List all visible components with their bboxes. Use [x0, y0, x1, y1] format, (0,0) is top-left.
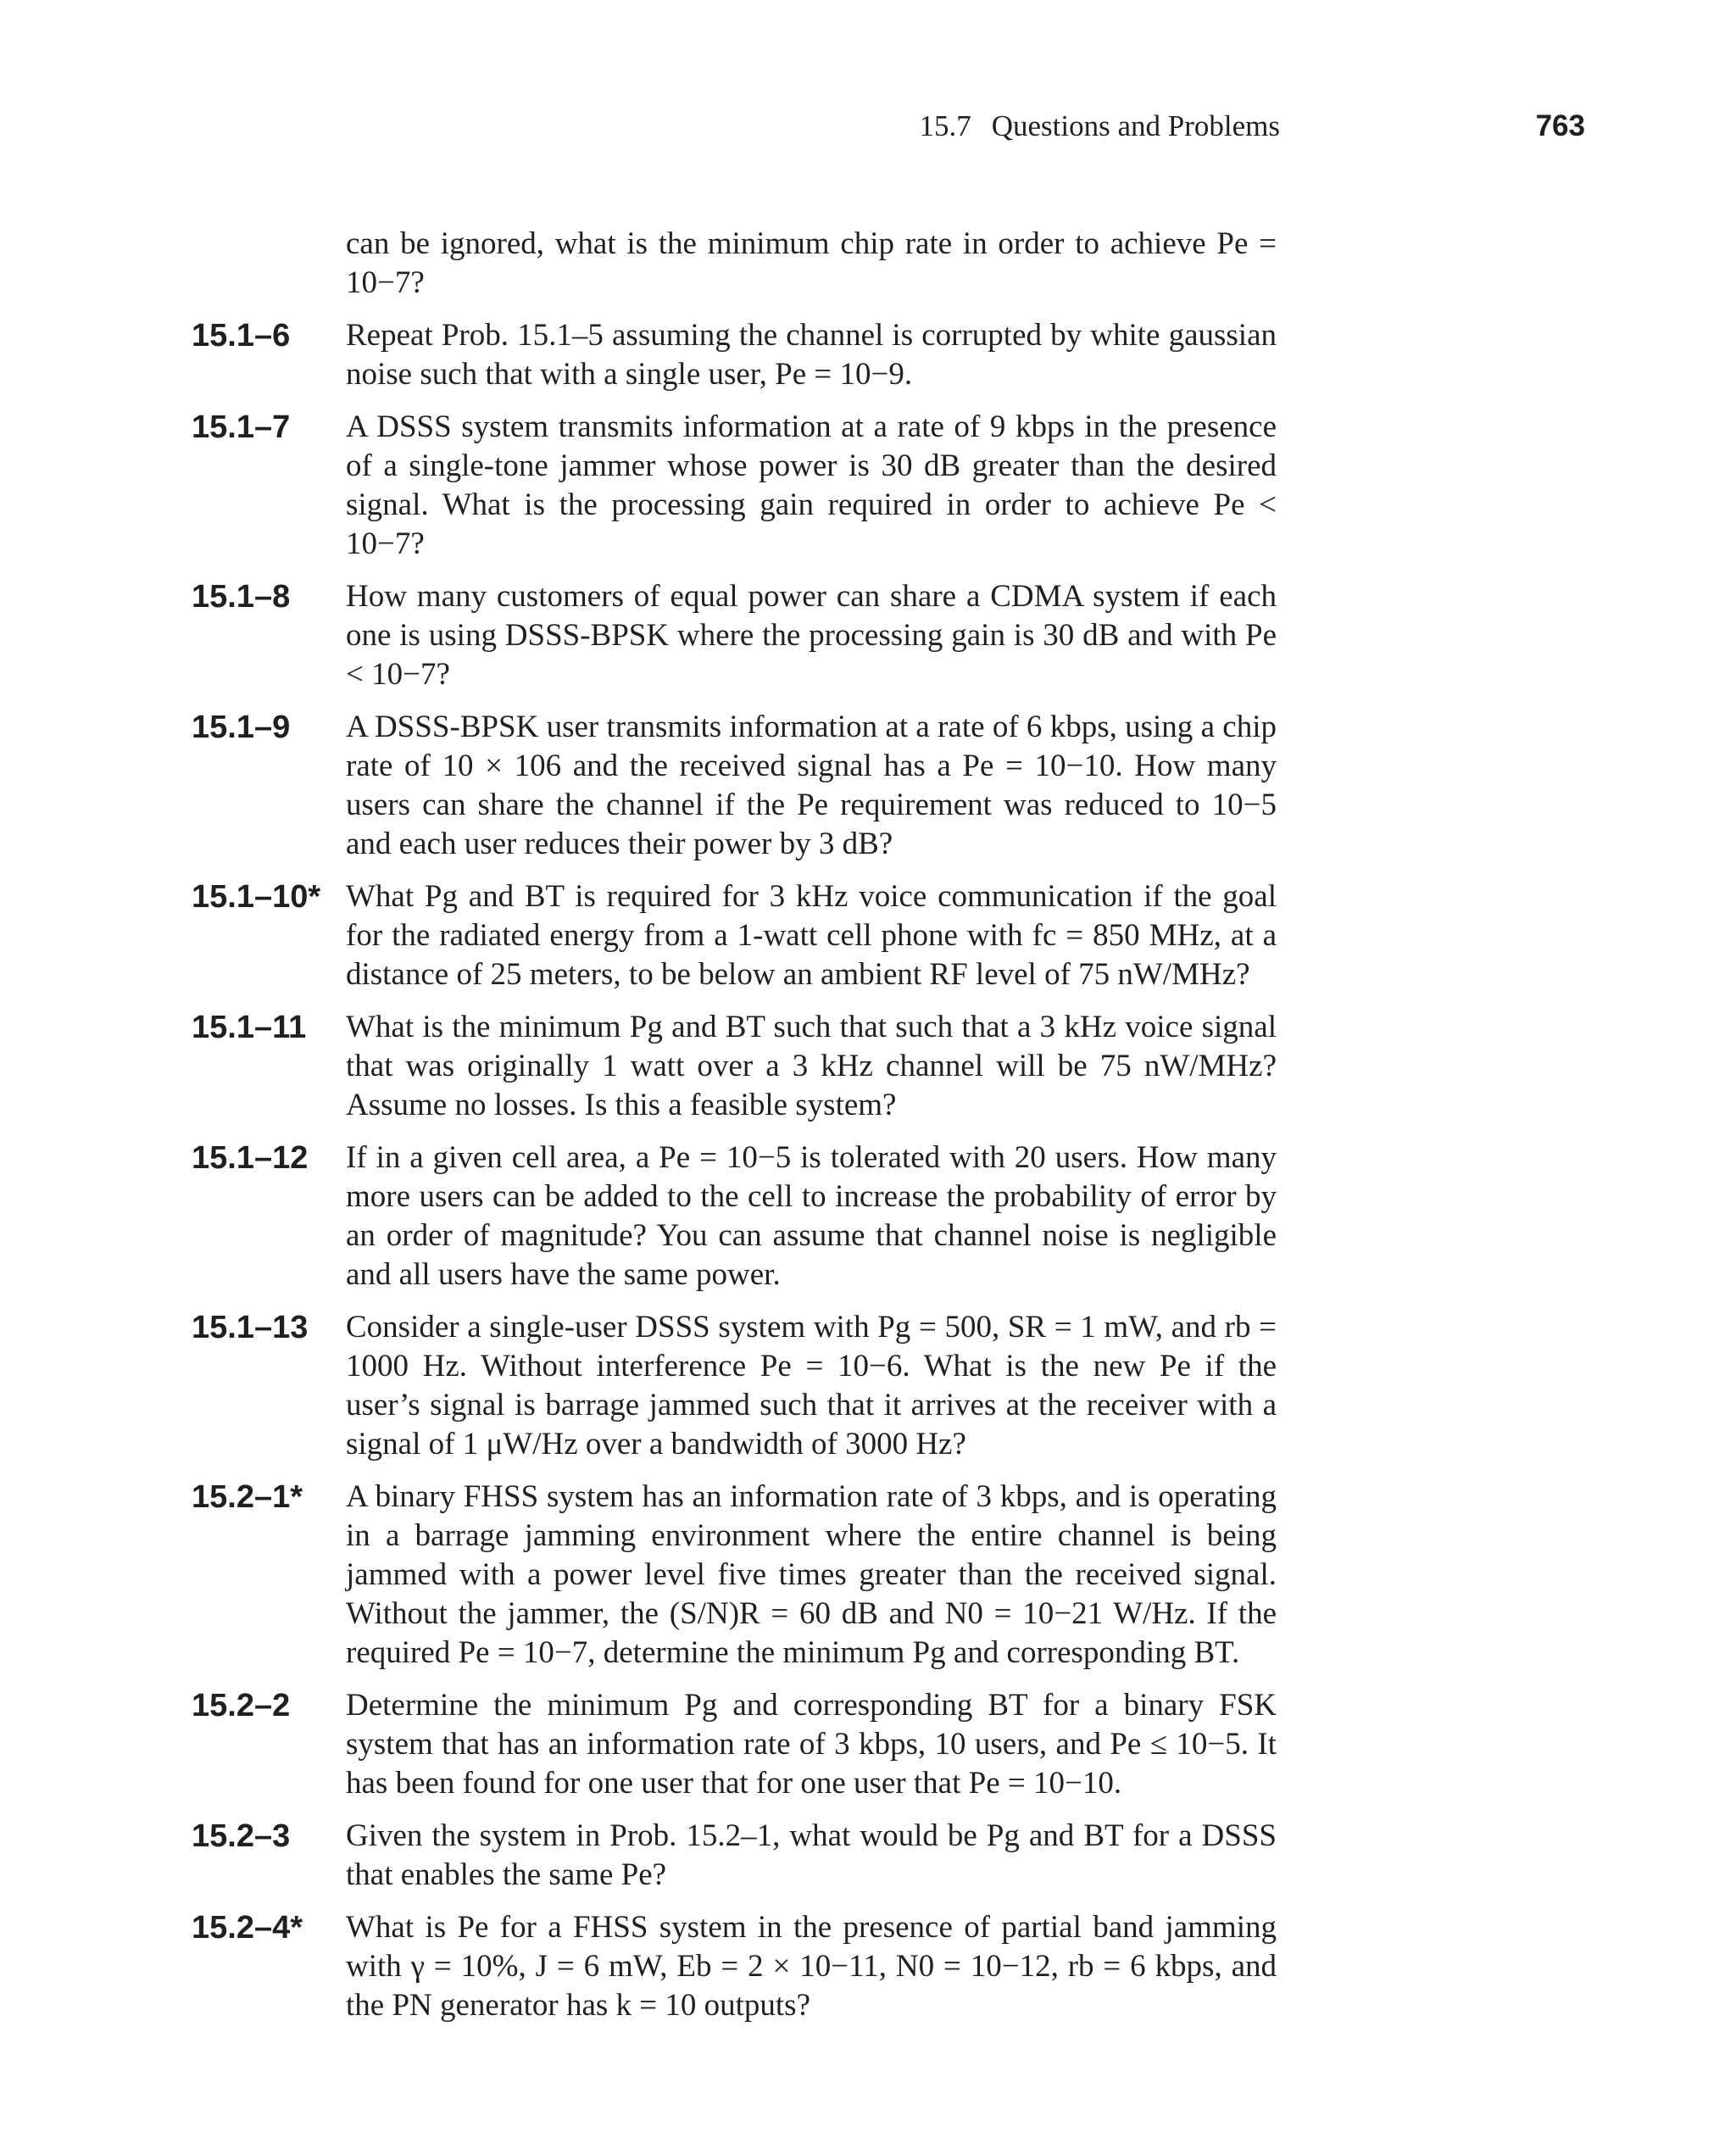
problem-number: 15.2–3 [192, 1818, 291, 1854]
problem-text: Consider a single-user DSSS system with Pg = 500, SR = 1 mW, and rb = 1000 Hz. Without interference Pe = 10−6. What is the new Pe if the user’s signal is barrage jammed such that it arrives at the receiver with a signal of 1 μW/Hz over a bandwidth of 3000 Hz? [346, 1310, 1277, 1461]
problem-15-1-11 [192, 1008, 1277, 1125]
section-number: 15.7 [919, 109, 971, 142]
problem-number: 15.1–11 [192, 1010, 307, 1045]
problem-15-1-9 [192, 708, 1277, 864]
problem-number: 15.1–9 [192, 710, 291, 745]
problem-15-1-6 [192, 316, 1277, 394]
problem-15-2-4 [192, 1908, 1277, 2025]
problem-text: Given the system in Prob. 15.2–1, what would be Pg and BT for a DSSS that enables the same Pe? [346, 1818, 1277, 1892]
problem-text: What Pg and BT is required for 3 kHz voice communication if the goal for the radiated energy from a 1-watt cell phone with fc = 850 MHz, at a distance of 25 meters, to be below an ambient RF level of 75 nW/MHz? [346, 879, 1277, 992]
problem-number: 15.1–7 [192, 409, 291, 445]
problem-15-2-2 [192, 1686, 1277, 1803]
problem-number: 15.1–8 [192, 579, 291, 615]
problem-text: Repeat Prob. 15.1–5 assuming the channel is corrupted by white gaussian noise such that with a single user, Pe = 10−9. [346, 318, 1277, 392]
problem-text: What is the minimum Pg and BT such that such that a 3 kHz voice signal that was originally 1 watt over a 3 kHz channel will be 75 nW/MHz? Assume no losses. Is this a feasible system? [346, 1010, 1277, 1122]
problem-15-1-12 [192, 1139, 1277, 1294]
problem-number: 15.1–13 [192, 1310, 309, 1345]
section-title: Questions and Problems [991, 109, 1280, 142]
problem-text: A DSSS-BPSK user transmits information at a rate of 6 kbps, using a chip rate of 10 × 106 and the received signal has a Pe = 10−10. How many users can share the channel if the Pe requirement was reduced to 10−5 and each user reduces their power by 3 dB? [346, 710, 1277, 861]
problem-text: A binary FHSS system has an information rate of 3 kbps, and is operating in a barrage jamming environment where the entire channel is being jammed with a power level five times greater than the received signal. Without the jammer, the (S/N)R = 60 dB and N0 = 10−21 W/Hz. If the required Pe = 10−7, determine the minimum Pg and corresponding BT. [346, 1479, 1277, 1670]
problem-text: A DSSS system transmits information at a rate of 9 kbps in the presence of a single-tone jammer whose power is 30 dB greater than the desired signal. What is the processing gain required in order to achieve Pe < 10−7? [346, 409, 1277, 561]
problem-text: If in a given cell area, a Pe = 10−5 is tolerated with 20 users. How many more users can be added to the cell to increase the probability of error by an order of magnitude? You can assume that channel noise is negligible and all users have the same power. [346, 1140, 1277, 1292]
problem-text: How many customers of equal power can share a CDMA system if each one is using DSSS-BPSK where the processing gain is 30 dB and with Pe < 10−7? [346, 579, 1277, 692]
problem-text: Determine the minimum Pg and corresponding BT for a binary FSK system that has an information rate of 3 kbps, 10 users, and Pe ≤ 10−5. It has been found for one user that for one user that Pe = 10−10. [346, 1688, 1277, 1801]
problem-number: 15.2–1* [192, 1479, 303, 1515]
problem-text: can be ignored, what is the minimum chip rate in order to achieve Pe = 10−7? [346, 226, 1277, 300]
problem-15-1-7 [192, 408, 1277, 564]
problem-number: 15.2–2 [192, 1688, 291, 1723]
problem-list [192, 225, 1277, 2039]
problem-continuation [192, 225, 1277, 303]
problem-number: 15.1–10* [192, 879, 321, 915]
problem-number: 15.1–6 [192, 318, 291, 354]
page-number: 763 [1535, 109, 1585, 142]
problem-number: 15.2–4* [192, 1910, 303, 1946]
problem-15-1-13 [192, 1308, 1277, 1464]
problem-15-1-8 [192, 577, 1277, 694]
running-head [919, 109, 1280, 144]
problem-15-2-3 [192, 1817, 1277, 1895]
problem-text: What is Pe for a FHSS system in the presence of partial band jamming with γ = 10%, J = 6 mW, Eb = 2 × 10−11, N0 = 10−12, rb = 6 kbps, and the PN generator has k = 10 outputs? [346, 1910, 1277, 2023]
problem-15-2-1 [192, 1478, 1277, 1673]
problem-15-1-10 [192, 877, 1277, 994]
problem-number: 15.1–12 [192, 1140, 309, 1176]
